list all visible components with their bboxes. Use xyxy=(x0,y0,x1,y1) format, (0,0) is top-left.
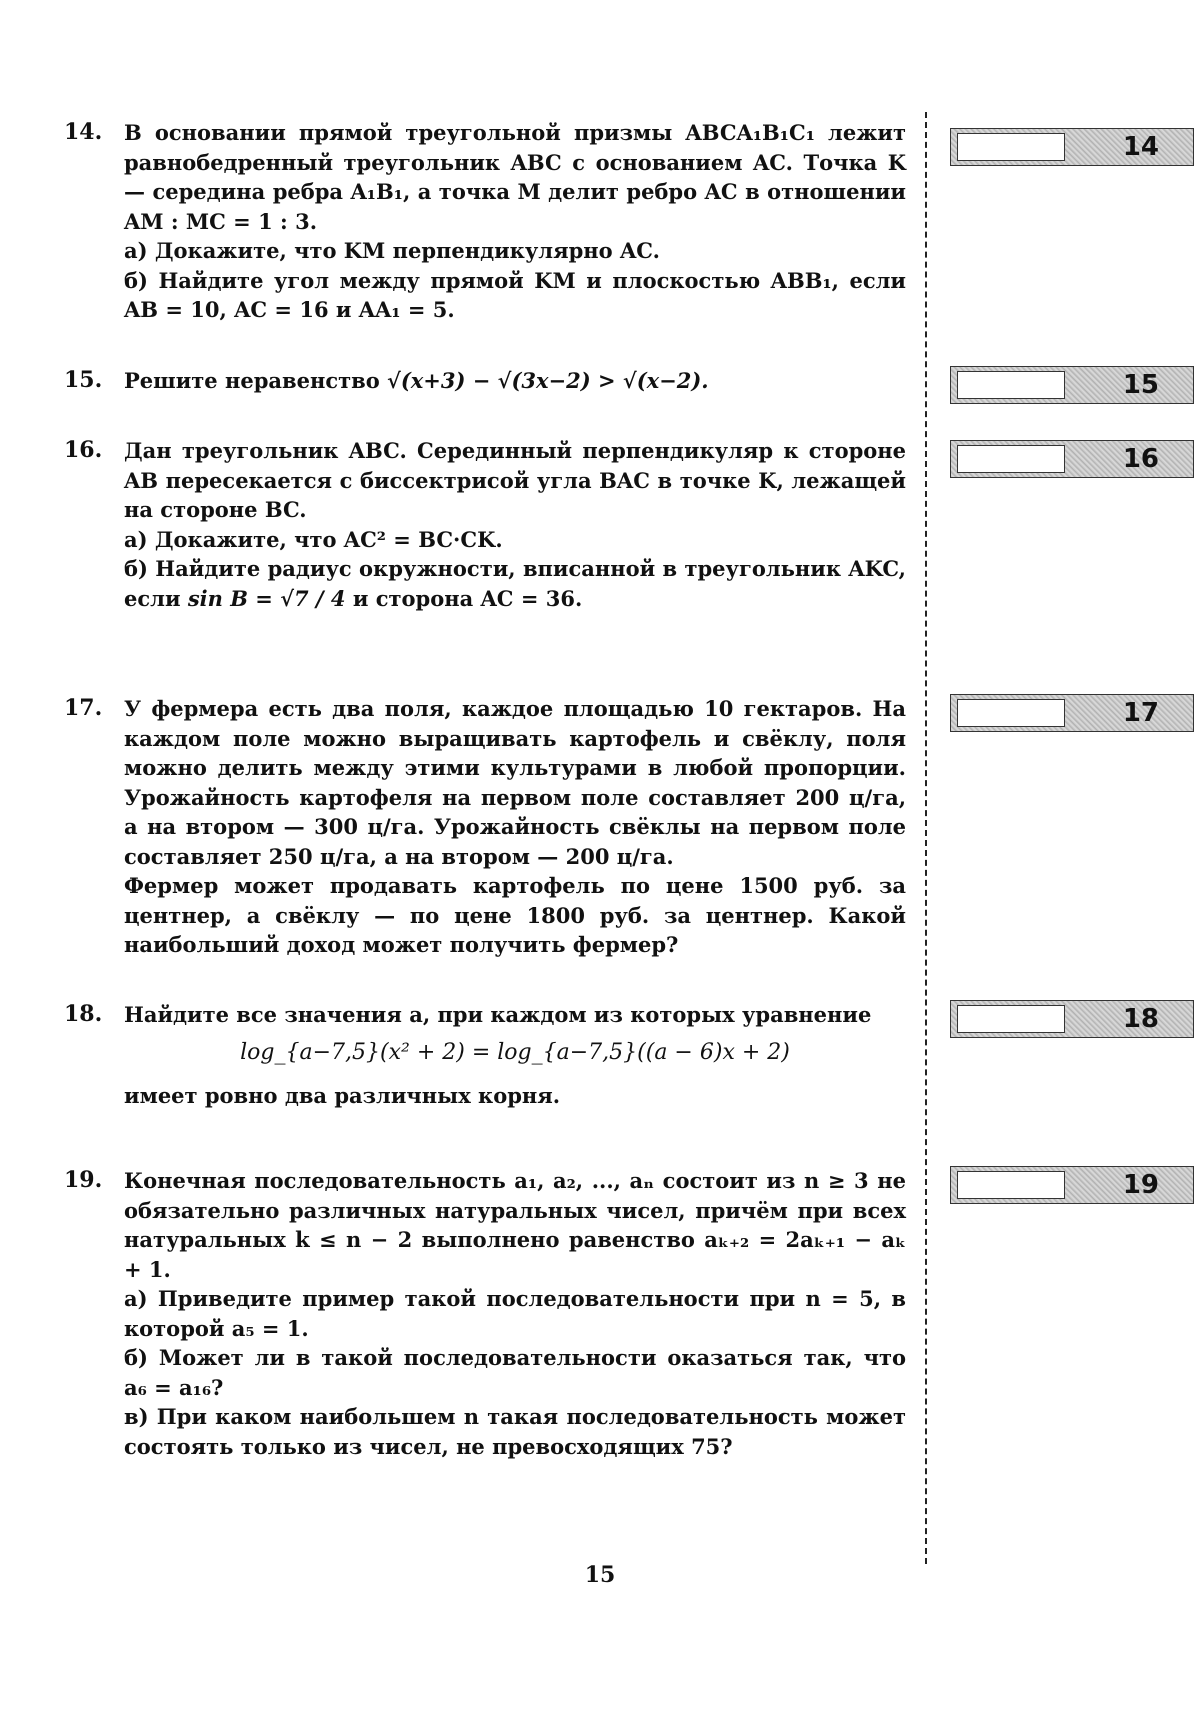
page-number: 15 xyxy=(584,1562,616,1588)
cut-line xyxy=(925,112,927,1564)
task-number: 18. xyxy=(64,1001,103,1027)
task-text-2: имеет ровно два различных корня. xyxy=(124,1083,561,1108)
task-part-a: а) Приведите пример такой последовательности при n = 5, в которой a₅ = 1. xyxy=(124,1286,906,1341)
task-16 xyxy=(64,436,906,613)
task-text: Дан треугольник ABC. Серединный перпендикуляр к стороне AB пересекается с биссектрисой угла BAC в точке K, лежащей на стороне BC. xyxy=(124,438,906,522)
answer-box-label: 19 xyxy=(1122,1170,1159,1200)
task-text: Конечная последовательность a₁, a₂, ..., aₙ состоит из n ≥ 3 не обязательно различных натуральных чисел, причём при всех натуральных k ≤ n − 2 выполнено равенство aₖ₊₂ = 2aₖ₊₁ − aₖ + 1. xyxy=(124,1168,906,1282)
answer-field[interactable] xyxy=(957,371,1065,399)
task-part-b-end: и сторона AC = 36. xyxy=(352,585,583,611)
task-text: В основании прямой треугольной призмы ABCA₁B₁C₁ лежит равнобедренный треугольник ABC с основанием AC. Точка K — середина ребра A₁B₁, а точка M делит ребро AC в отношении AM : MC = 1 : 3. xyxy=(124,120,906,234)
task-number: 15. xyxy=(64,367,103,393)
task-part-b: б) Найдите радиус окружности, вписанной в треугольник AKC, если xyxy=(124,556,906,611)
answer-field[interactable] xyxy=(957,1005,1065,1033)
task-number: 17. xyxy=(64,695,103,721)
answer-field[interactable] xyxy=(957,1171,1065,1199)
task-number: 19. xyxy=(64,1167,103,1193)
answer-box-label: 18 xyxy=(1122,1004,1159,1034)
task-part-b: б) Может ли в такой последовательности оказаться так, что a₆ = a₁₆? xyxy=(124,1345,906,1400)
task-part-c: в) При каком наибольшем n такая последовательность может состоять только из чисел, не превосходящих 75? xyxy=(124,1404,906,1459)
sine-formula: sin B = √7 / 4 xyxy=(187,585,346,611)
task-18 xyxy=(64,1000,906,1111)
answer-box-label: 15 xyxy=(1122,370,1159,400)
task-text: Решите неравенство xyxy=(124,368,380,393)
task-text: У фермера есть два поля, каждое площадью 10 гектаров. На каждом поле можно выращивать картофель и свёклу, поля можно делить между этими культурами в любой пропорции. Урожайность картофеля на первом поле составляет 200 ц/га, а на втором — 300 ц/га. Урожайность свёклы на первом поле составляет 250 ц/га, а на втором — 200 ц/га. xyxy=(124,696,906,869)
task-part-a: а) Докажите, что AC² = BC·CK. xyxy=(124,526,503,552)
task-part-b: б) Найдите угол между прямой KM и плоскостью ABB₁, если AB = 10, AC = 16 и AA₁ = 5. xyxy=(124,267,906,322)
equation-formula: log_{a−7,5}(x² + 2) = log_{a−7,5}((a − 6)x + 2) xyxy=(240,1039,790,1065)
task-number: 16. xyxy=(64,437,103,463)
inequality-formula: √(x+3) − √(3x−2) > √(x−2). xyxy=(387,368,709,393)
answer-box-17[interactable] xyxy=(950,694,1194,732)
answer-box-15[interactable] xyxy=(950,366,1194,404)
task-17 xyxy=(64,694,906,960)
task-14 xyxy=(64,118,906,325)
task-text-2: Фермер может продавать картофель по цене 1500 руб. за центнер, а свёклу — по цене 1800 руб. за центнер. Какой наибольший доход может получить фермер? xyxy=(124,873,906,957)
task-number: 14. xyxy=(64,119,103,145)
answer-field[interactable] xyxy=(957,699,1065,727)
answer-box-16[interactable] xyxy=(950,440,1194,478)
answer-box-label: 14 xyxy=(1122,132,1159,162)
task-text: Найдите все значения a, при каждом из которых уравнение xyxy=(124,1002,872,1027)
task-19 xyxy=(64,1166,906,1461)
answer-field[interactable] xyxy=(957,445,1065,473)
answer-box-18[interactable] xyxy=(950,1000,1194,1038)
answer-box-label: 17 xyxy=(1122,698,1159,728)
task-part-a: а) Докажите, что KM перпендикулярно AC. xyxy=(124,238,660,263)
answer-field[interactable] xyxy=(957,133,1065,161)
answer-box-label: 16 xyxy=(1122,444,1159,474)
answer-box-14[interactable] xyxy=(950,128,1194,166)
task-15 xyxy=(64,366,906,396)
answer-box-19[interactable] xyxy=(950,1166,1194,1204)
